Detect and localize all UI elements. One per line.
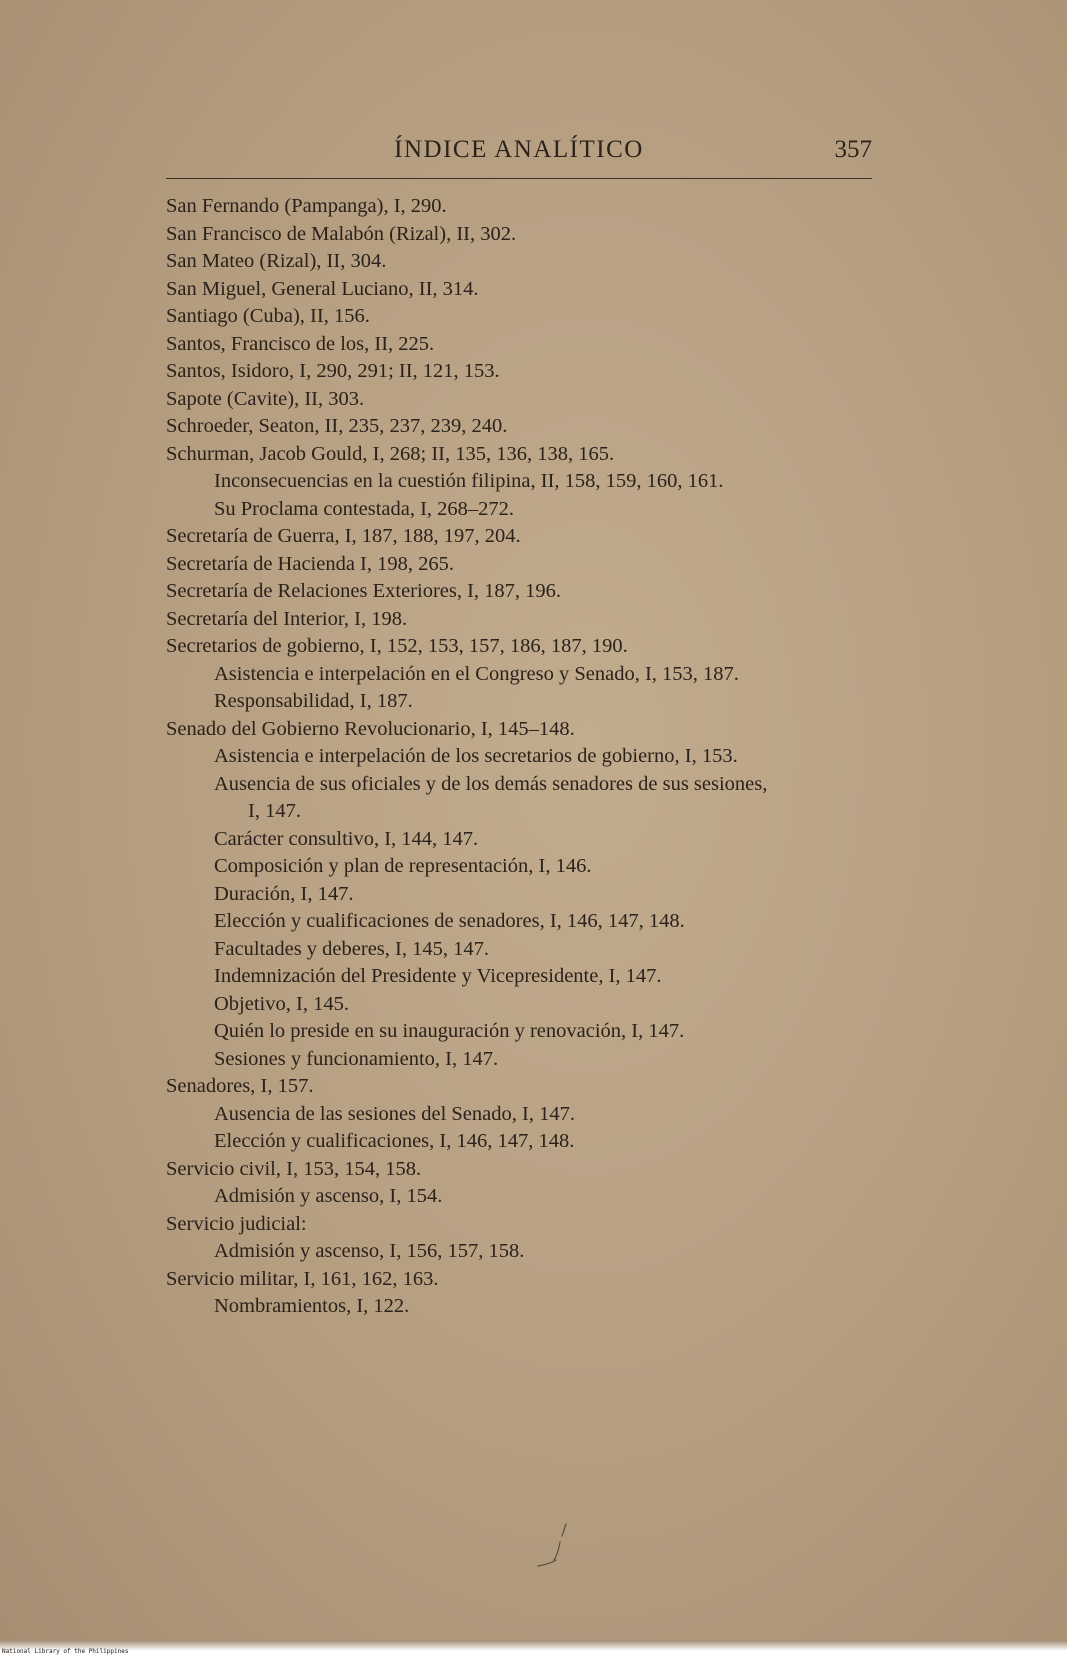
index-entry: Servicio judicial: <box>166 1212 307 1235</box>
index-subentry: Responsabilidad, I, 187. <box>214 690 413 712</box>
header-rule <box>166 178 872 179</box>
index-entry: Senadores, I, 157. <box>166 1075 314 1097</box>
index-entries <box>166 193 886 1321</box>
index-subentry: Inconsecuencias en la cuestión filipina, II, 158, 159, 160, 161. <box>214 470 724 492</box>
index-subentry: Facultades y deberes, I, 145, 147. <box>214 937 489 960</box>
index-entry: Secretaría del Interior, I, 198. <box>166 607 408 630</box>
index-subentry: Nombramientos, I, 122. <box>214 1295 410 1317</box>
index-subentry: Elección y cualificaciones de senadores, I, 146, 147, 148. <box>214 910 685 932</box>
index-entry: San Mateo (Rizal), II, 304. <box>166 250 387 272</box>
index-subentry: Quién lo preside en su inauguración y renovación, I, 147. <box>214 1020 685 1042</box>
index-subentry: Sesiones y funcionamiento, I, 147. <box>214 1047 499 1070</box>
index-subentry: Objetivo, I, 145. <box>214 992 349 1015</box>
index-subentry: Ausencia de sus oficiales y de los demás senadores de sus sesiones, <box>214 772 768 795</box>
index-entry: Schurman, Jacob Gould, I, 268; II, 135, 136, 138, 165. <box>166 442 615 465</box>
index-entry: San Miguel, General Luciano, II, 314. <box>166 277 479 300</box>
page-number: 357 <box>834 136 872 163</box>
index-entry: Sapote (Cavite), II, 303. <box>166 387 365 410</box>
index-entry: Santos, Francisco de los, II, 225. <box>166 332 435 355</box>
index-entry: Secretaría de Relaciones Exteriores, I, 187, 196. <box>166 580 562 602</box>
index-subentry: Carácter consultivo, I, 144, 147. <box>214 827 479 850</box>
index-entry: Secretaría de Guerra, I, 187, 188, 197, 204. <box>166 525 521 547</box>
index-subentry: Asistencia e interpelación en el Congreso y Senado, I, 153, 187. <box>214 662 739 685</box>
index-entry: Secretaría de Hacienda I, 198, 265. <box>166 552 455 575</box>
index-subentry: Elección y cualificaciones, I, 146, 147, 148. <box>214 1130 575 1152</box>
running-header <box>166 130 872 174</box>
index-entry: Santiago (Cuba), II, 156. <box>166 305 370 327</box>
index-entry: Santos, Isidoro, I, 290, 291; II, 121, 153. <box>166 360 500 382</box>
index-subentry: Admisión y ascenso, I, 156, 157, 158. <box>214 1240 525 1262</box>
index-entry: Servicio militar, I, 161, 162, 163. <box>166 1267 439 1290</box>
pencil-mark <box>536 1520 576 1570</box>
index-entry: San Francisco de Malabón (Rizal), II, 302. <box>166 222 517 245</box>
index-subentry: I, 147. <box>248 800 301 822</box>
index-entry: Senado del Gobierno Revolucionario, I, 145–148. <box>166 717 575 740</box>
index-subentry: Composición y plan de representación, I, 146. <box>214 855 592 877</box>
index-entry: Secretarios de gobierno, I, 152, 153, 157, 186, 187, 190. <box>166 635 628 657</box>
index-subentry: Indemnización del Presidente y Vicepresidente, I, 147. <box>214 965 662 987</box>
index-subentry: Admisión y ascenso, I, 154. <box>214 1185 443 1207</box>
index-entry: San Fernando (Pampanga), I, 290. <box>166 195 447 217</box>
scan-credit: National Library of the Philippines <box>2 1648 129 1655</box>
scan-bottom-band <box>0 1640 1067 1658</box>
header-title: ÍNDICE ANALÍTICO <box>394 136 644 163</box>
index-subentry: Ausencia de las sesiones del Senado, I, 147. <box>214 1102 575 1125</box>
index-subentry: Asistencia e interpelación de los secretarios de gobierno, I, 153. <box>214 745 738 767</box>
index-entry: Schroeder, Seaton, II, 235, 237, 239, 240. <box>166 415 508 437</box>
index-subentry: Su Proclama contestada, I, 268–272. <box>214 497 515 520</box>
index-subentry: Duración, I, 147. <box>214 882 354 905</box>
index-entry: Servicio civil, I, 153, 154, 158. <box>166 1157 422 1180</box>
